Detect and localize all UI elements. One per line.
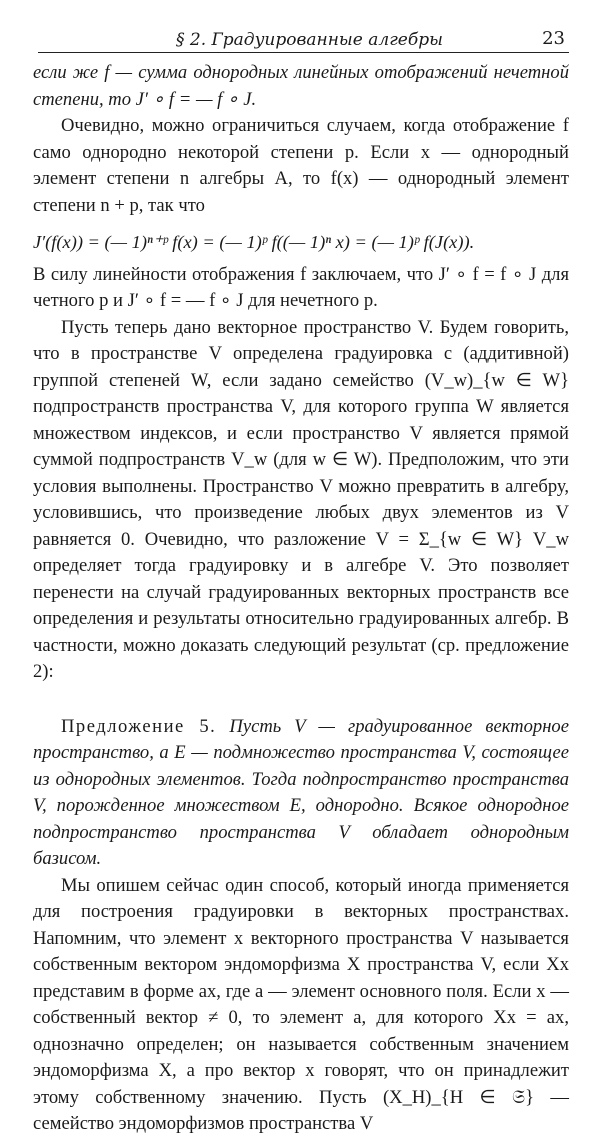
page-number: 23 [542,28,565,49]
paragraph-1: если же f — сумма однородных линейных отображений нечетной степени, то J′ ∘ f = — f ∘ J. [33,62,569,110]
running-head: § 2. Градуированные алгебры [176,30,443,50]
paragraph-4: Пусть теперь дано векторное пространство V. Будем говорить, что в пространстве V определена градуировка с (аддитивной) группой степеней W, если задано семейство (V_w)_{w ∈ W} подпространств пространства V, для которого группа W является множеством индексов, и если пространство V является прямой суммой подпространств V_w (для w ∈ W). Предположим, что эти условия выполнены. Пространство V можно превратить в алгебру, условившись, что произведение любых двух элементов из V равняется 0. Очевидно, что разложение V = Σ_{w ∈ W} V_w определяет тогда градуировку и в алгебре V. Это позволяет перенести на случай градуированных векторных пространств все определения и результаты относительно градуированных алгебр. В частности, можно доказать следующий результат (ср. предложение 2): [33,316,569,682]
page-header [38,22,569,53]
paragraph-5: Мы опишем сейчас один способ, который иногда применяется для построения градуировки в векторных пространствах. Напомним, что элемент x векторного пространства V называется собственным вектором эндоморфизма X пространства V, если Xx представим в форме ax, где a — элемент основного поля. Если x — собственный вектор ≠ 0, то элемент a, для которого Xx = ax, однозначно определен; он называется собственным значением эндоморфизма X, а про вектор x говорят, что он принадлежит этому собственному значению. Пусть (X_H)_{H ∈ 𝔖} — семейство эндоморфизмов пространства V [33,874,569,1134]
paragraph-2: Очевидно, можно ограничиться случаем, когда отображение f само однородно некоторой степени p. Если x — однородный элемент степени n алгебры A, то f(x) — однородный элемент степени n + p, так что [33,115,569,216]
paragraph-3: В силу линейности отображения f заключаем, что J′ ∘ f = f ∘ J для четного p и J′ ∘ f = — f ∘ J для нечетного p. [33,263,569,311]
display-formula: J′(f(x)) = (— 1)ⁿ⁺ᵖ f(x) = (— 1)ᵖ f((— 1)ⁿ x) = (— 1)ᵖ f(J(x)). [33,232,475,252]
proposition-5 [33,714,569,873]
proposition-text: Пусть V — градуированное векторное пространство, а E — подмножество пространства V, состоящее из однородных элементов. Тогда подпространство пространства V, порожденное множеством E, однородно. Всякое однородное подпространство пространства V обладает однородным базисом. [33,715,569,869]
proposition-label: Предложение 5. [61,715,217,737]
page-body [33,60,569,1138]
